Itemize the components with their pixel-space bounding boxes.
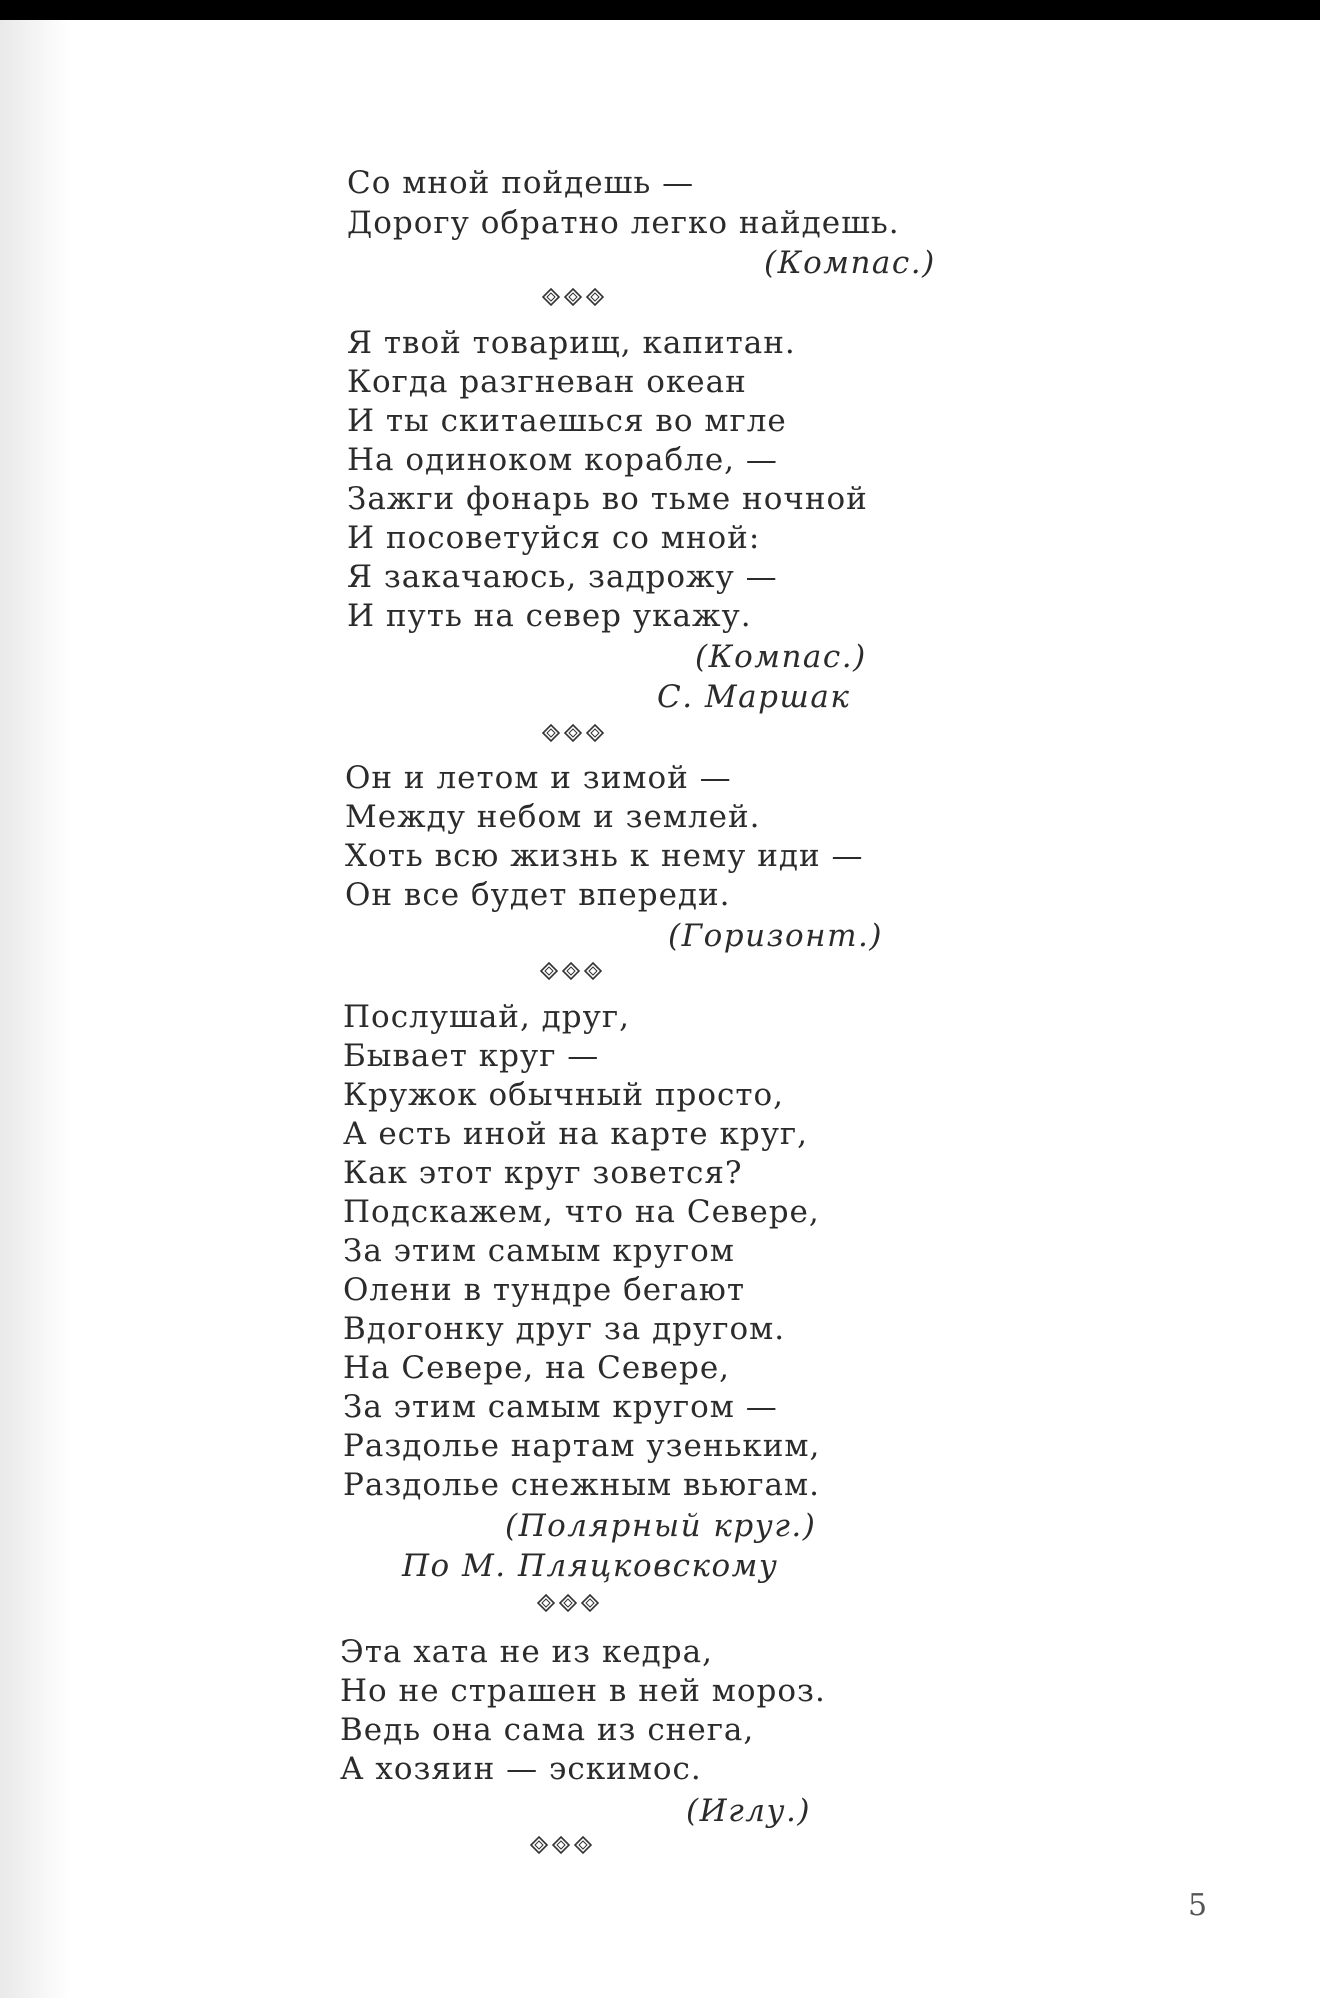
riddle-line: И ты скитаешься во мгле xyxy=(347,403,787,439)
riddle-line: И путь на север укажу. xyxy=(347,598,752,634)
riddle-answer: (Компас.) xyxy=(695,639,867,675)
diamond-ornament-icon xyxy=(537,1594,555,1612)
riddle-line: Кружок обычный просто, xyxy=(343,1077,785,1113)
diamond-ornament-icon xyxy=(586,288,604,306)
riddle-line: На одиноком корабле, — xyxy=(347,442,778,478)
riddle-line: Зажги фонарь во тьме ночной xyxy=(347,481,868,517)
riddle-line: Когда разгневан океан xyxy=(347,364,747,400)
diamond-ornament-icon xyxy=(574,1836,592,1854)
diamond-ornament-icon xyxy=(562,962,580,980)
riddle-author: С. Маршак xyxy=(657,679,851,715)
riddle-line: А хозяин — эскимос. xyxy=(340,1751,702,1787)
riddle-line: Бывает круг — xyxy=(343,1038,600,1074)
riddle-author: По М. Пляцковскому xyxy=(402,1548,779,1584)
diamond-ornament-icon xyxy=(559,1594,577,1612)
riddle-line: Со мной пойдешь — xyxy=(347,165,695,201)
riddle-line: Олени в тундре бегают xyxy=(343,1272,745,1308)
section-divider xyxy=(542,288,604,306)
section-divider xyxy=(537,1594,599,1612)
riddle-line: Эта хата не из кедра, xyxy=(340,1634,713,1670)
section-divider xyxy=(542,724,604,742)
diamond-ornament-icon xyxy=(581,1594,599,1612)
diamond-ornament-icon xyxy=(564,288,582,306)
section-divider xyxy=(540,962,602,980)
riddle-line: Хоть всю жизнь к нему иди — xyxy=(345,838,864,874)
diamond-ornament-icon xyxy=(586,724,604,742)
riddle-line: А есть иной на карте круг, xyxy=(343,1116,809,1152)
diamond-ornament-icon xyxy=(540,962,558,980)
diamond-ornament-icon xyxy=(530,1836,548,1854)
riddle-line: Я закачаюсь, задрожу — xyxy=(347,559,778,595)
diamond-ornament-icon xyxy=(552,1836,570,1854)
riddle-line: Дорогу обратно легко найдешь. xyxy=(347,205,900,241)
riddle-line: Я твой товарищ, капитан. xyxy=(347,325,796,361)
riddle-line: Вдогонку друг за другом. xyxy=(343,1311,786,1347)
riddle-line: Но не страшен в ней мороз. xyxy=(340,1673,826,1709)
riddle-answer: (Иглу.) xyxy=(686,1793,811,1829)
riddle-line: Раздолье снежным вьюгам. xyxy=(343,1467,820,1503)
riddle-answer: (Горизонт.) xyxy=(668,918,883,954)
riddle-line: На Севере, на Севере, xyxy=(343,1350,731,1386)
riddle-answer: (Компас.) xyxy=(764,245,936,281)
riddle-line: Раздолье нартам узеньким, xyxy=(343,1428,821,1464)
page-number: 5 xyxy=(1188,1888,1208,1923)
riddle-line: Ведь она сама из снега, xyxy=(340,1712,755,1748)
riddle-line: За этим самым кругом xyxy=(343,1233,735,1269)
diamond-ornament-icon xyxy=(542,724,560,742)
diamond-ornament-icon xyxy=(542,288,560,306)
riddle-line: Послушай, друг, xyxy=(343,999,630,1035)
riddle-line: За этим самым кругом — xyxy=(343,1389,778,1425)
riddle-line: Он все будет впереди. xyxy=(345,877,731,913)
riddle-answer: (Полярный круг.) xyxy=(505,1508,817,1544)
riddle-line: Между небом и землей. xyxy=(345,799,761,835)
diamond-ornament-icon xyxy=(564,724,582,742)
riddle-line: Как этот круг зовется? xyxy=(343,1155,743,1191)
riddle-line: И посоветуйся со мной: xyxy=(347,520,761,556)
riddle-line: Он и летом и зимой — xyxy=(345,760,732,796)
diamond-ornament-icon xyxy=(584,962,602,980)
riddle-line: Подскажем, что на Севере, xyxy=(343,1194,820,1230)
section-divider xyxy=(530,1836,592,1854)
